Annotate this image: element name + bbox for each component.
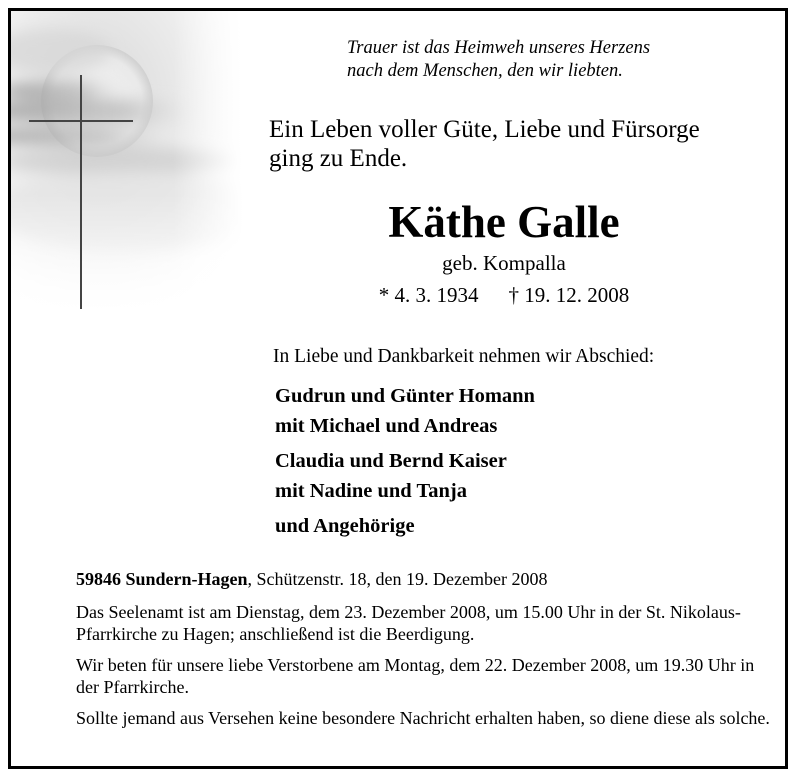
motto-line-1: Trauer ist das Heimweh unseres Herzens (347, 38, 651, 58)
moon-cross-image (11, 11, 243, 316)
death-date: † 19. 12. 2008 (508, 283, 630, 307)
obituary-notice (8, 8, 788, 769)
birth-name: geb. Kompalla (442, 251, 566, 275)
no-notification-notice: Sollte jemand aus Versehen keine besondere Nachricht erhalten haben, so diene diese als solche. (76, 708, 770, 728)
funeral-mass-notice: Das Seelenamt ist am Dienstag, dem 23. Dezember 2008, um 15.00 Uhr in der St. Nikolaus-Pfarrkirche zu Hagen; anschließend ist die Beerdigung. (76, 602, 741, 644)
family-group-1 (275, 381, 535, 441)
farewell-line: In Liebe und Dankbarkeit nehmen wir Abschied: (273, 346, 655, 367)
family-line: mit Michael und Andreas (275, 415, 498, 437)
address-city: 59846 Sundern-Hagen (76, 569, 248, 589)
life-dates (269, 282, 739, 308)
deceased-name: Käthe Galle (388, 197, 620, 247)
motto-line-2: nach dem Menschen, den wir liebten. (347, 61, 623, 81)
birth-date: * 4. 3. 1934 (378, 283, 479, 307)
family-group-3 (275, 511, 415, 541)
prayer-notice: Wir beten für unsere liebe Verstorbene am Montag, dem 22. Dezember 2008, um 19.30 Uhr in der Pfarrkirche. (76, 655, 755, 697)
family-line: mit Nadine und Tanja (275, 480, 467, 502)
cross-icon (11, 11, 243, 316)
motto (347, 37, 650, 83)
family-line: und Angehörige (275, 515, 415, 537)
address-rest: , Schützenstr. 18, den 19. Dezember 2008 (247, 569, 548, 589)
family-line: Claudia und Bernd Kaiser (275, 450, 507, 472)
intro-text (269, 115, 700, 173)
intro-line-1: Ein Leben voller Güte, Liebe und Fürsorge (269, 116, 700, 143)
intro-line-2: ging zu Ende. (269, 145, 408, 172)
family-line: Gudrun und Günter Homann (275, 385, 535, 407)
family-group-2 (275, 446, 507, 506)
address-line (76, 567, 547, 591)
